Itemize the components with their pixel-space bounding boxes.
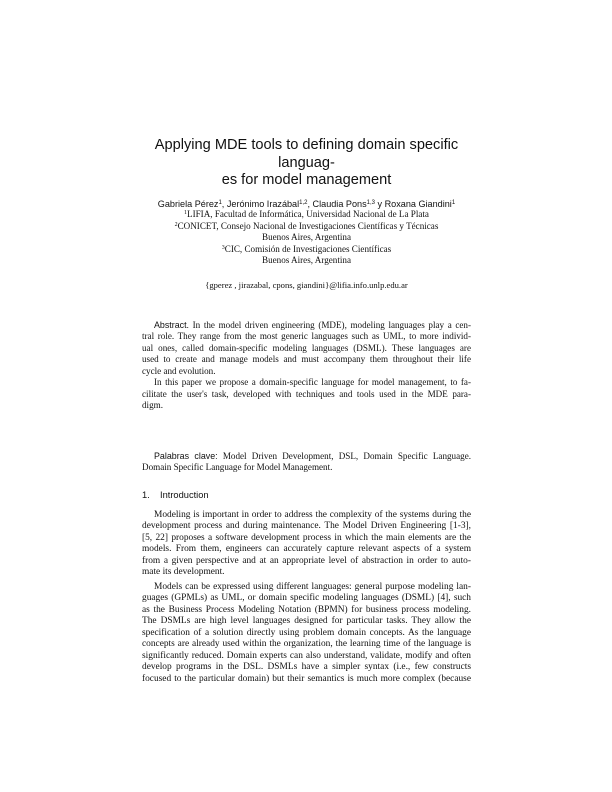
text-line: In this paper we propose a domain-specific language for model management, to fa- — [154, 377, 471, 388]
author-separator: , — [307, 199, 313, 209]
affiliation-mark: 2 — [174, 221, 178, 228]
title-line: es for model management — [221, 172, 392, 188]
author-name: Claudia Pons — [312, 199, 367, 209]
abstract-paragraph — [142, 377, 471, 411]
author-separator: , — [221, 199, 227, 209]
text-line: specification of a solution directly using problem domain concepts. As the language — [142, 627, 471, 638]
text-line: cilitate the user's task, developed with techniques and tools used in the MDE para- — [142, 388, 471, 399]
affiliation-mark: 1 — [184, 210, 188, 216]
text-line: models. From them, engineers can accurately capture relevant aspects of a system — [142, 544, 471, 555]
section-title: Introduction — [160, 490, 209, 500]
section-number: 1. — [142, 490, 150, 500]
text-line: develop programs in the DSL. DSMLs have a simpler syntax (i.e., few constructs — [142, 662, 471, 673]
affiliations — [142, 209, 471, 267]
author-name: Gabriela Pérez — [157, 199, 219, 209]
affiliation-text: CONICET, Consejo Nacional de Investigaciones Científicas y Técnicas — [177, 220, 439, 231]
author-name: Roxana Giandini — [384, 199, 452, 209]
text-line: focused to the particular domain) but their semantics is much more complex (because — [142, 673, 471, 684]
text-line: used to create and manage models and must accompany them throughout their life — [142, 354, 471, 365]
affiliation-line — [142, 221, 471, 233]
abstract-paragraph: Abstract. In the model driven engineering (MDE), modeling languages play a cen- tral role. They range from the most generic languages such as UML, to more individ- ual ones, called domain-specific modeling languages (DSML). These languages are used to create and manage models and must accompany them throughout their life cycle and evolution. — [142, 320, 471, 376]
affiliation-text: LIFIA, Facultad de Informática, Universidad Nacional de La Plata — [187, 209, 429, 219]
text-line: The DSMLs are high level languages designed for particular tasks. They allow the — [142, 616, 471, 627]
author-affil-mark: 1,2 — [299, 200, 308, 206]
text-line: as the Business Process Modeling Notation (BPMN) for business process modeling. — [142, 604, 471, 615]
text-line: from a given perspective and at an appropriate level of abstraction in order to auto- — [142, 555, 471, 566]
text-line: Models can be expressed using different languages: general purpose modeling lan- — [154, 581, 471, 592]
text-line: Domain Specific Language for Model Management. — [142, 462, 333, 473]
author-name: Jerónimo Irazábal — [226, 199, 300, 209]
author-separator: y — [374, 199, 385, 209]
text-line: cycle and evolution. — [142, 365, 216, 376]
text-line: Modeling is important in order to address the complexity of the systems during the — [154, 510, 471, 520]
abstract-label: Abstract. — [154, 320, 190, 330]
text-line: tral role. They range from the most generic languages such as UML, to more individ- — [142, 331, 471, 342]
author-affil-mark: 1,3 — [366, 200, 375, 206]
affiliation-line — [142, 255, 471, 267]
affiliation-mark: 3 — [221, 244, 225, 251]
body-paragraph — [142, 582, 471, 685]
section-heading — [142, 490, 471, 501]
text-line: digm. — [142, 400, 163, 411]
affiliation-line — [142, 232, 471, 244]
keywords-label: Palabras clave: — [154, 451, 218, 461]
author-emails: {gperez , jirazabal, cpons, giandini}@lifia.info.unlp.edu.ar — [205, 280, 408, 290]
text-line: development process and during maintenance. The Model Driven Engineering [1-3], — [142, 521, 471, 532]
text-line: ual ones, called domain-specific modeling languages (DSML). These languages are — [142, 342, 471, 353]
body-paragraph — [142, 510, 471, 579]
text-line: significantly reduced. Domain experts can also understand, validate, modify and often — [142, 650, 471, 661]
author-affil-mark: 1 — [451, 200, 456, 206]
author-affil-mark: 1 — [218, 200, 222, 206]
keywords — [142, 451, 471, 474]
title-line: Applying MDE tools to defining domain specific languag- — [154, 137, 459, 171]
text-line: mate its development. — [142, 567, 225, 578]
affiliation-text: CIC, Comisión de Investigaciones Científicas — [224, 243, 392, 254]
abstract — [142, 320, 471, 412]
text-line: [5, 22] proposes a software development process in which the main elements are the — [142, 532, 471, 543]
affiliation-text: Buenos Aires, Argentina — [262, 232, 351, 242]
text-line: concepts are already used within the organization, the learning time of the language is — [142, 639, 471, 650]
affiliation-line — [142, 209, 471, 221]
affiliation-text: Buenos Aires, Argentina — [262, 255, 351, 265]
text-line: guages (GPMLs) as UML, or domain specific modeling languages (DSML) [4], such — [142, 593, 471, 604]
affiliation-line — [142, 244, 471, 256]
paper-title — [142, 137, 471, 190]
keywords-paragraph: Palabras clave: Model Driven Development, DSL, Domain Specific Language. Domain Specific Language for Model Management. — [142, 451, 472, 473]
section-body — [142, 510, 471, 685]
